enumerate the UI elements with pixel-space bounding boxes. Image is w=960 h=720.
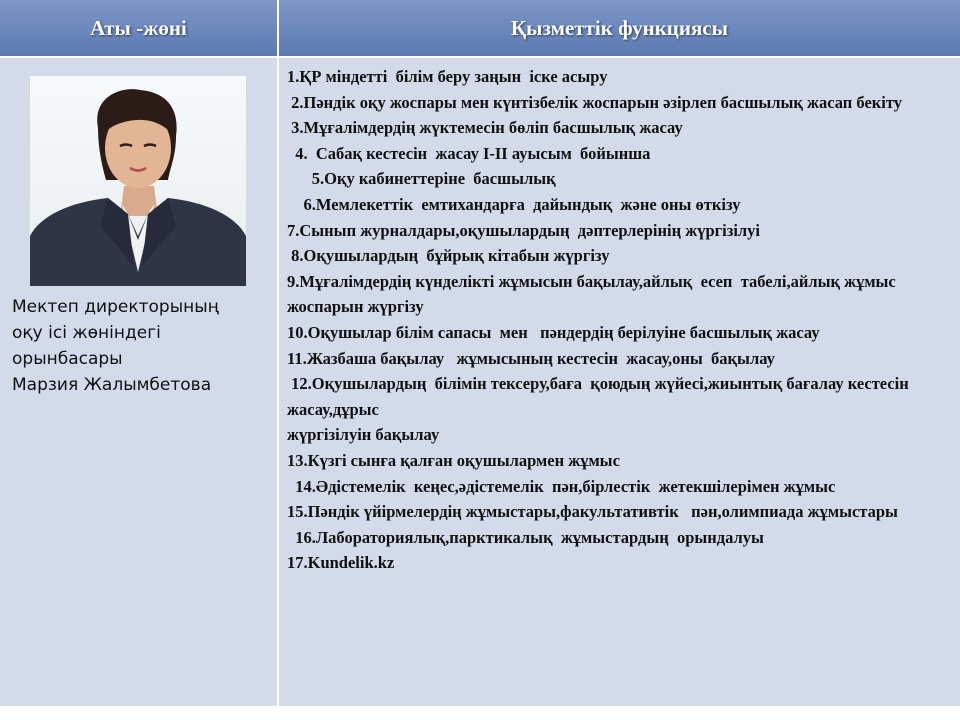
duty-item: 10.Оқушылар білім сапасы мен пәндердің берілуіне басшылық жасау [287, 322, 820, 342]
duty-item: 16.Лабораториялық,парктикалық жұмыстардың орындалуы [287, 527, 764, 547]
duty-item: 14.Әдістемелік кеңес,әдістемелік пән,бірлестік жетекшілерімен жұмыс [287, 476, 836, 496]
duty-item: 3.Мұғалімдердің жүктемесін бөліп басшылық жасау [287, 118, 683, 138]
duty-item: 15.Пәндік үйірмелердің жұмыстары,факультативтік пән,олимпиада жұмыстары [287, 502, 898, 522]
duty-item: 5.Оқу кабинеттеріне басшылық [287, 169, 556, 189]
duty-item: 7.Сынып журналдары,оқушылардың дәптерлерінің жүргізілуі [287, 220, 761, 240]
function-column-header: Қызметтік функциясы [279, 0, 960, 56]
person-name: Марзия Жалымбетова [12, 375, 212, 395]
column-divider [277, 0, 279, 706]
duty-item: 13.Күзгі сынға қалған оқушылармен жұмыс [287, 450, 620, 470]
duty-item: 1.ҚР міндетті білім беру заңын іске асыру [287, 67, 608, 86]
duty-item: 4. Сабақ кестесін жасау I-II ауысым бойынша [287, 143, 651, 163]
position-line: оқу ісі жөніндегі [12, 323, 161, 343]
person-caption [12, 294, 274, 398]
position-line: орынбасары [12, 349, 123, 369]
position-line: Мектеп директорының [12, 297, 219, 317]
duty-item: 2.Пәндік оқу жоспары мен күнтізбелік жоспарын әзірлеп басшылық жасап бекіту [287, 92, 903, 112]
duty-list [287, 64, 955, 576]
duty-item: 17.Kundelik.kz [287, 553, 395, 573]
duty-item: 9.Мұғалімдердің күнделікті жұмысын бақылау,айлық есеп табелі,айлық жұмыс жоспарын жүргізу [287, 271, 900, 317]
duty-item: 6.Мемлекеттік емтихандарға дайындық және оны өткізу [287, 194, 741, 214]
portrait-photo [30, 76, 246, 286]
name-column-header: Аты -жөні [0, 0, 277, 56]
duty-item: 11.Жазбаша бақылау жұмысының кестесін жасау,оны бақылау [287, 348, 775, 368]
duty-item: 12.Оқушылардың білімін тексеру,баға қоюдың жүйесі,жиынтық бағалау кестесін жасау,дұрыс жүргізілуін бақылау [287, 374, 909, 445]
name-cell [0, 58, 277, 706]
duty-item: 8.Оқушылардың бұйрық кітабын жүргізу [287, 246, 610, 266]
function-cell [279, 58, 960, 706]
header-divider [0, 56, 960, 58]
